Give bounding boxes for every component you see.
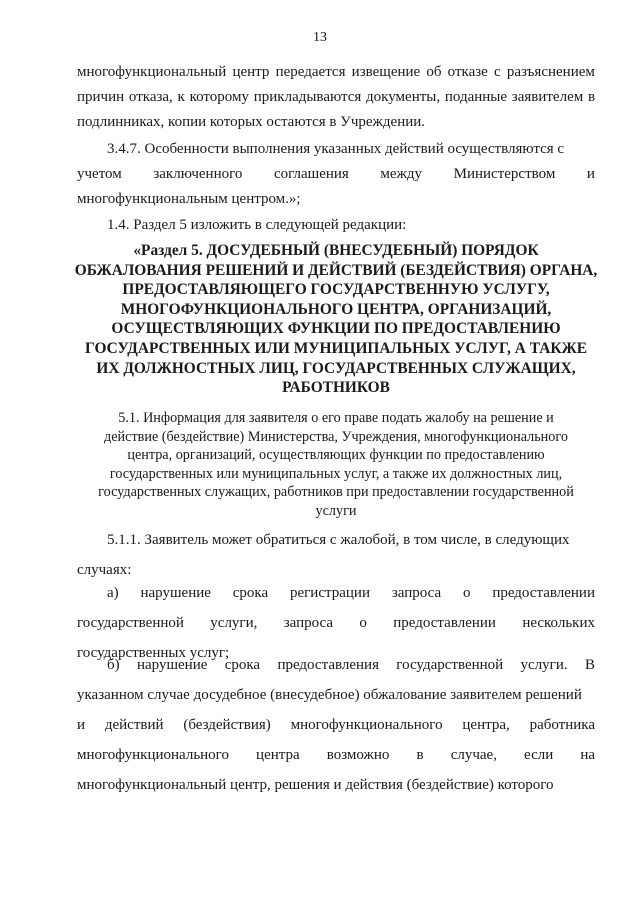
text-line: многофункциональным центром.»; bbox=[77, 191, 301, 207]
subsection-heading bbox=[72, 409, 600, 520]
text-line: указанном случае досудебное (внесудебное) обжалование заявителем решений bbox=[77, 687, 582, 703]
heading-line: ГОСУДАРСТВЕННЫХ ИЛИ МУНИЦИПАЛЬНЫХ УСЛУГ, А ТАКЖЕ bbox=[85, 339, 587, 357]
list-item-b bbox=[77, 650, 595, 800]
paragraph-1-4 bbox=[77, 213, 595, 238]
text-line: государственных услуг; bbox=[77, 645, 230, 661]
heading-line: ПРЕДОСТАВЛЯЮЩЕГО ГОСУДАРСТВЕННУЮ УСЛУГУ, bbox=[122, 281, 550, 299]
subheading-line: услуги bbox=[315, 502, 357, 519]
subheading-line: 5.1. Информация для заявителя о его праве подать жалобу на решение и bbox=[118, 410, 554, 426]
text-line: многофункциональный центр передается извещение об отказе с разъяснением bbox=[77, 64, 595, 80]
text-line-justified: государственной услуги, запроса о предоставлении нескольких bbox=[77, 615, 595, 631]
heading-line: ИХ ДОЛЖНОСТНЫХ ЛИЦ, ГОСУДАРСТВЕННЫХ СЛУЖАЩИХ, bbox=[96, 359, 576, 377]
heading-line: «Раздел 5. ДОСУДЕБНЫЙ (ВНЕСУДЕБНЫЙ) ПОРЯДОК bbox=[133, 242, 539, 259]
text-line-justified: и действий (бездействия) многофункционального центра, работника bbox=[77, 717, 595, 733]
paragraph-5-1-1 bbox=[77, 525, 595, 585]
text-line-justified: многофункционального центра возможно в случае, если на bbox=[77, 747, 595, 763]
heading-line: ОБЖАЛОВАНИЯ РЕШЕНИЙ И ДЕЙСТВИЙ (БЕЗДЕЙСТВИЯ) ОРГАНА, bbox=[74, 261, 598, 279]
heading-line: РАБОТНИКОВ bbox=[282, 379, 390, 397]
subheading-line: центра, организаций, осуществляющих функции по предоставлению bbox=[127, 447, 545, 463]
subheading-line: государственных или муниципальных услуг, а также их должностных лиц, bbox=[109, 465, 563, 482]
text-line: подлинниках, копии которых остаются в Учреждении. bbox=[77, 114, 426, 130]
page-number: 13 bbox=[313, 30, 327, 45]
text-line-justified: учетом заключенного соглашения между Министерством и bbox=[77, 166, 595, 182]
heading-line: МНОГОФУНКЦИОНАЛЬНОГО ЦЕНТРА, ОРГАНИЗАЦИЙ, bbox=[120, 300, 552, 318]
text-line: многофункциональный центр, решения и действия (бездействие) которого bbox=[77, 777, 554, 793]
subheading-line: действие (бездействие) Министерства, Учреждения, многофункционального bbox=[104, 428, 568, 445]
text-line-justified: б) нарушение срока предоставления государственной услуги. В bbox=[107, 657, 595, 673]
text-line: 5.1.1. Заявитель может обратиться с жалобой, в том числе, в следующих bbox=[107, 532, 570, 548]
text-line-justified: а) нарушение срока регистрации запроса о предоставлении bbox=[107, 585, 595, 601]
section-heading bbox=[70, 241, 602, 398]
paragraph-refusal-notice bbox=[77, 60, 595, 135]
text-line: 3.4.7. Особенности выполнения указанных действий осуществляются с bbox=[107, 141, 565, 157]
text-line: 1.4. Раздел 5 изложить в следующей редакции: bbox=[107, 217, 407, 233]
text-line: причин отказа, к которому прикладываются документы, поданные заявителем в bbox=[77, 89, 596, 105]
subheading-line: государственных служащих, работников при предоставлении государственной bbox=[98, 484, 574, 500]
heading-line: ОСУЩЕСТВЛЯЮЩИХ ФУНКЦИИ ПО ПРЕДОСТАВЛЕНИЮ bbox=[111, 320, 561, 338]
text-line: случаях: bbox=[77, 562, 132, 578]
paragraph-3-4-7 bbox=[77, 137, 595, 212]
